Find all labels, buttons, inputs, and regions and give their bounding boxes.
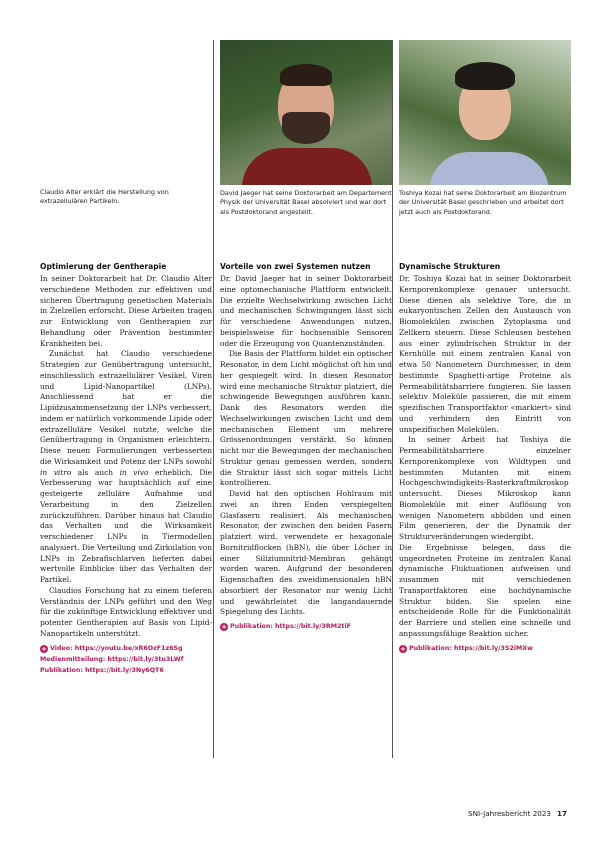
media-release-link[interactable]: Medienmitteilung: https://bit.ly/3tu3LWf [40,655,184,663]
photo-block-kozai [399,40,571,217]
article-optomechanics [220,262,392,632]
portrait-photo-kozai [399,40,571,185]
article-gene-therapy [40,262,212,676]
page-footer [468,809,567,818]
article-paragraph: In seiner Doktorarbeit hat Dr. Claudio Alter verschiedene Methoden zur effektiven und sicheren Übertragung genetischen Materials in Zielzellen erforscht. Diese Arbeiten tragen zur Entwicklung von Gentherapien zur Behandlung oder Prävention bestimmter Krankheiten bei. [40,274,212,348]
caption-block-alter [40,40,212,207]
column-divider [213,40,214,758]
portrait-photo-jaeger [220,40,392,185]
article-dynamic-structures [399,262,571,654]
publication-link[interactable]: + Publikation: https://bit.ly/3RM2tiF [221,623,351,631]
article-paragraph: Claudios Forschung hat zu einem tieferen Verständnis der LNPs geführt und den Weg für die zukünftige Entwicklung effektiver und potenter Gentherapien auf Basis von Lipid-Nanopartikeln unterstützt. [40,585,212,638]
article-paragraph: Dr. Toshiya Kozai hat in seiner Doktorarbeit Kernporenkomplexe genauer untersucht. Diese dienen als selektive Tore, die in eukaryontischen Zellen den Austausch von Biomolekülen zwischen Zytoplasma und Zellkern steuern. Diese Schleusen bestehen aus einer zylindrischen Struktur in der Kernhülle mit einem zentralen Kanal von etwa 50 Nanometern Durchmesser, in dem bestimmte Spaghetti-artige Proteine als Permeabilitätsbarriere fungieren. Sie lassen selektiv Moleküle passieren, die mit einem spezifischen Transportfaktor «markiert» sind und verhindern den Eintritt von unspezifischen Molekülen. [399,274,571,434]
article-paragraph: In seiner Arbeit hat Toshiya die Permeabilitätsbarriere einzelner Kernporenkomplexe von Wildtypen und bestimmten Mutanten mit einem Hochgeschwindigkeits-Rasterkraftmikroskop untersucht. Dieses Mikroskop kann Biomoleküle mit einer Auflösung von wenigen Nanometern abbilden und einen Film generieren, der die Dynamik der Strukturveränderungen wiedergibt. [399,435,571,541]
article-heading: Optimierung der Gentherapie [40,262,167,271]
article-paragraph: Dr. David Jaeger hat in seiner Doktorarbeit eine optomechanische Plattform entwickelt. Die erzielte Wechselwirkung zwischen Licht und mechanischen Schwingungen lässt sich für verschiedene Anwendungen nutzen, beispielsweise für hochsensible Sensoren oder die Erzeugung von Quantenzuständen. [220,274,392,348]
article-heading: Vorteile von zwei Systemen nutzen [220,262,371,271]
photo-caption-alter: Claudio Alter erklärt die Herstellung von extrazellulären Partikeln. [40,188,169,206]
article-paragraph: Die Basis der Plattform bildet ein optischer Resonator, in dem Licht möglichst oft hin und her gespiegelt wird. In diesen Resonator wird eine mechanische Struktur platziert, die schwingende Bewegungen ausführen kann. Dank des Resonators werden die Wechselwirkungen zwischen Licht und dem mechanischen Element um mehrere Grössenordnungen verstärkt. So können nicht nur die Bewegungen der mechanischen Struktur genau gemessen werden, sondern die Struktur lässt sich sogar mittels Licht kontrollieren. [220,349,392,488]
photo-caption-jaeger: David Jaeger hat seine Doktorarbeit am Departement Physik der Universität Basel absolviert und war dort als Postdoktorand angestellt. [220,189,392,216]
photo-block-jaeger [220,40,392,217]
article-paragraph: David hat den optischen Hohlraum mit zwei an ihren Enden verspiegelten Glasfasern realisiert. Als mechanischen Resonator, der zwischen den beiden Fasern platziert wird, verwendete er hexagonale Bornitridflocken (hBN), die über Löcher in einer Siliziumnitrid-Membran gehängt worden waren. Aufgrund der besonderen Eigenschaften des zweidimensionalen hBN absorbiert der Resonator nur wenig Licht und gewährleistet die langandauernde Spiegelung des Lichts. [220,489,392,617]
plus-icon: + [221,623,227,631]
page-number: 17 [556,809,567,818]
video-link[interactable]: + Video: https://youtu.be/xR6OzF1z6Sg [41,644,183,653]
column-divider [392,40,393,758]
plus-icon: + [400,644,406,653]
publication-link[interactable]: Publikation: https://bit.ly/3Ny6QT6 [40,666,164,674]
photo-caption-kozai: Toshiya Kozai hat seine Doktorarbeit am Biozentrum der Universität Basel geschrieben und arbeitet dort jetzt auch als Postdoktorand. [399,189,567,216]
publication-link[interactable]: + Publikation: https://bit.ly/3S2iMXw [400,644,533,653]
article-paragraph: Die Ergebnisse belegen, dass die ungeordneten Proteine im zentralen Kanal dynamische Fluktuationen aufweisen und zusammen mit verschiedenen Transportfaktoren eine hochdynamische Struktur bilden. Sie spielen eine entscheidende Rolle für die Funktionalität der Barriere und stellen eine schnelle und anpassungsfähige Reaktion sicher. [399,542,571,638]
article-paragraph: Zunächst hat Claudio verschiedene Strategien zur Genübertragung untersucht, einschliesslich extrazellulärer Vesikel, Viren und Lipid-Nanopartikel (LNPs). Anschliessend hat er die Lipidzusammensetzung der LNPs verbessert, indem er natürlich vorkommende Lipide oder extrazelluläre Vesikel nutzte, welche die Genübertragung in Organismen erleichtern. Diese neuen Formulierungen verbesserten die Wirksamkeit und Potenz der LNPs sowohl in vitro als auch in vivo erheblich. Die Verbesserung war hauptsächlich auf eine gesteigerte zelluläre Aufnahme und Verarbeitung in den Zielzellen zurückzuführen. Darüber hinaus hat Claudio das Verhalten und die Wirksamkeit verschiedener LNPs in Tiermodellen analysiert. Die Verteilung und Zirkulation von LNPs in Zebrafischlarven lieferten dabei wertvolle Einblicke über das Verhalten der Partikel. [40,349,213,584]
plus-icon: + [41,644,47,653]
article-heading: Dynamische Strukturen [399,262,501,271]
report-title: SNI-Jahresbericht 2023 [468,809,551,818]
